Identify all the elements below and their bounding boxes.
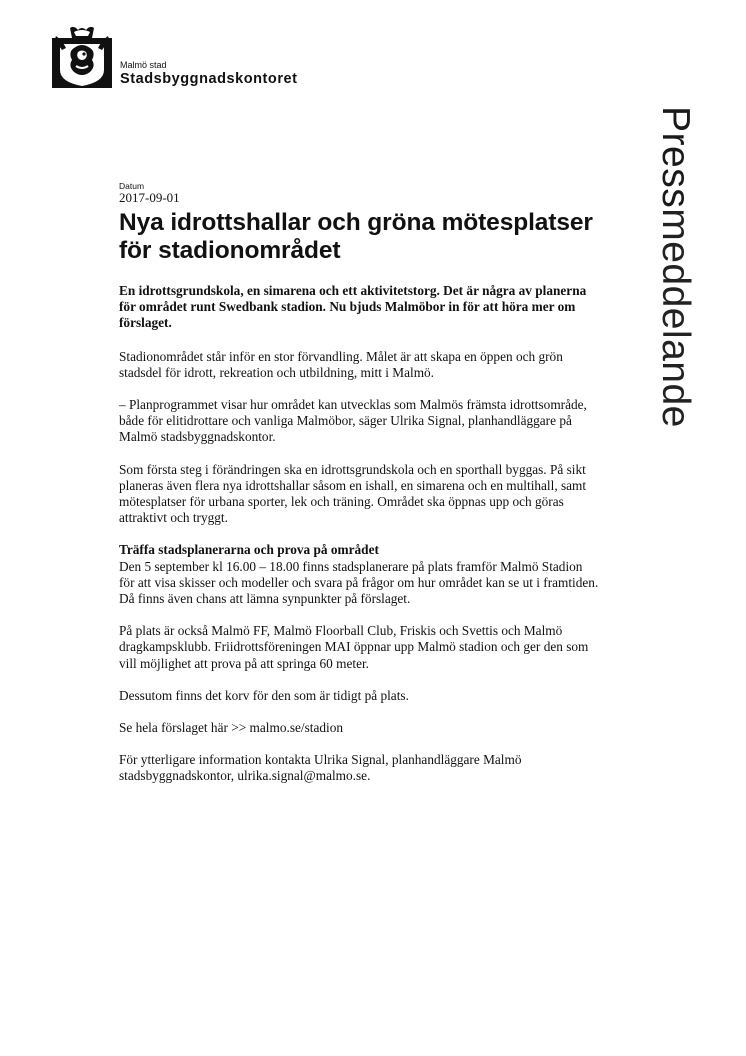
document-body <box>119 181 599 801</box>
paragraph-7-link[interactable]: Se hela förslaget här >> malmo.se/stadion <box>119 720 343 736</box>
org-city: Malmö stad <box>120 60 167 70</box>
date-label: Datum <box>119 181 145 191</box>
date-value: 2017-09-01 <box>119 190 180 205</box>
side-label-press: Press <box>654 106 697 209</box>
paragraph-4: Den 5 september kl 16.00 – 18.00 finns stadsplanerare på plats framför Malmö Stadion för att visa skisser och modeller och svara på frågor om hur området kan se ut i framtiden. Då finns även chans att lämna synpunkter på förslaget. <box>119 558 599 607</box>
section-block <box>119 542 599 607</box>
paragraph-2: – Planprogrammet visar hur området kan utvecklas som Malmös främsta idrottsområde, både för elitidrottare och vanliga Malmöbor, säger Ulrika Signal, planhandläggare på Malmö stadsbyggnadskontor. <box>119 397 587 445</box>
paragraph-8-contact: För ytterligare information kontakta Ulrika Signal, planhandläggare Malmö stadsbyggnadskontor, ulrika.signal@malmo.se. <box>119 752 522 784</box>
organization-header <box>120 60 298 88</box>
side-label-meddelande: meddelande <box>654 208 697 428</box>
lead-paragraph: En idrottsgrundskola, en simarena och ett aktivitetstorg. Det är några av planerna för området runt Swedbank stadion. Nu bjuds Malmöbor in för att höra mer om förslaget. <box>119 283 587 331</box>
paragraph-6: Dessutom finns det korv för den som är tidigt på plats. <box>119 687 409 703</box>
section-subheading: Träffa stadsplanerarna och prova på området <box>119 542 379 558</box>
paragraph-5: På plats är också Malmö FF, Malmö Floorball Club, Friskis och Svettis och Malmö dragkampsklubb. Friidrottsföreningen MAI öppnar upp Malmö stadion och ger den som vill möjlighet att prova på att springa 60 meter. <box>119 623 589 671</box>
document-title: Nya idrottshallar och gröna mötesplatser för stadionområdet <box>119 209 593 264</box>
malmo-coat-of-arms-logo-icon <box>52 26 112 88</box>
paragraph-3: Som första steg i förändringen ska en idrottsgrundskola och en sporthall byggas. På sikt planeras även flera nya idrottshallar såsom en ishall, en simarena och en multihall, samt mötesplatser för urbana sporter, lek och träning. Området ska öppnas upp och göras attraktivt och tryggt. <box>119 461 587 526</box>
org-department: Stadsbyggnadskontoret <box>120 71 298 87</box>
pressmeddelande-side-label <box>653 106 698 428</box>
paragraph-1: Stadionområdet står inför en stor förvandling. Målet är att skapa en öppen och grön stadsdel för idrott, rekreation och utbildning, mitt i Malmö. <box>119 348 563 380</box>
